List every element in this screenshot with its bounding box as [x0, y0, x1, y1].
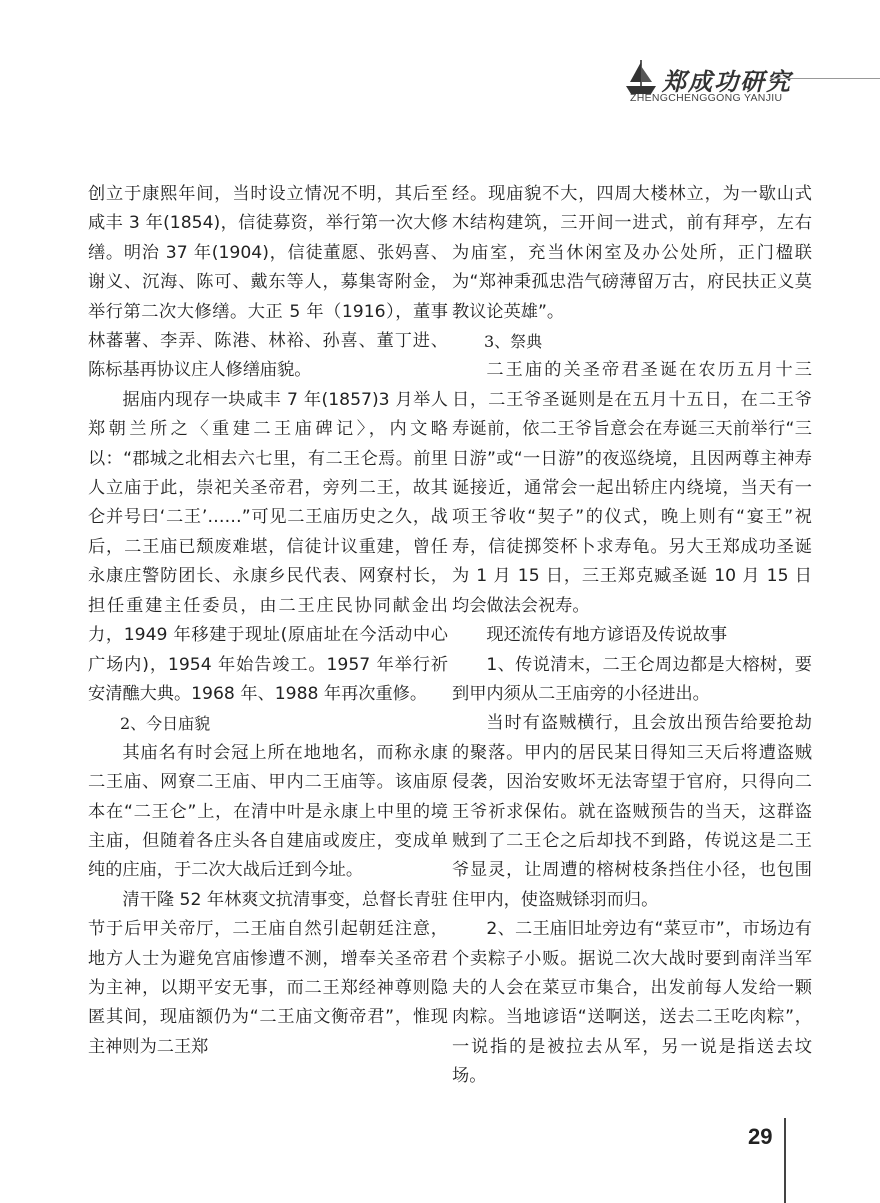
journal-subtitle: ZHENGCHENGGONG YANJIU	[630, 92, 783, 104]
paragraph: 其庙名有时会冠上所在地地名，而称永康二王庙、网寮二王庙、甲内二王庙等。该庙原本在“二王仑”上，在清中叶是永康上中里的境主庙，但随着各庄头各自建庙或废庄，变成单纯的庄庙，于二次大战后迁到今址。	[88, 742, 448, 881]
section-heading: 3、祭典	[484, 332, 543, 352]
paragraph: 现还流传有地方谚语及传说故事	[486, 625, 728, 646]
journal-title: 郑成功研究	[662, 67, 792, 96]
paragraph: 据庙内现存一块咸丰 7 年(1857)3 月举人郑朝兰所之〈重建二王庙碑记〉，内文略以：“郡城之北相去六七里，有二王仑焉。前里人立庙于此，崇祀关圣帝君，旁列二王，故其仑并号曰‘二王’……”可见二王庙历史之久，战后，二王庙已颓废难堪，信徒计议重建，曾任永康庄警防团长、永康乡民代表、网寮村长，担任重建主任委员，由二王庄民协同献金出力，1949 年移建于现址(原庙址在今活动中心广场内)，1954 年始告竣工。1957 年举行祈安清醮大典。1968 年、1988 年再次重修。	[88, 389, 448, 704]
running-header	[600, 40, 880, 110]
paragraph: 1、传说清末，二王仑周边都是大榕树，要到甲内须从二王庙旁的小径进出。	[452, 654, 812, 704]
paragraph: 清干隆 52 年林爽文抗清事变，总督长青驻节于后甲关帝厅，二王庙自然引起朝廷注意，地方人士为避免宫庙惨遭不测，增奉关圣帝君为主神，以期平安无事，而二王郑经神尊则隐匿其间，现庙额仍为“二王庙文衡帝君”，惟现主神则为二王郑	[88, 889, 448, 1057]
paragraph: 二王庙的关圣帝君圣诞在农历五月十三日，二王爷圣诞则是在五月十五日，在二王爷寿诞前，依二王爷旨意会在寿诞三天前举行“三日游”或“一日游”的夜巡绕境，且因两尊主神寿诞接近，通常会一起出轿庄内绕境，当天有一项王爷收“契子”的仪式，晚上则有“宴王”祝寿，信徒掷筊杯卜求寿龟。另大王郑成功圣诞为 1 月 15 日，三王郑克臧圣诞 10 月 15 日均会做法会祝寿。	[452, 360, 812, 616]
paragraph: 经。现庙貌不大，四周大楼林立，为一歇山式木结构建筑，三开间一进式，前有拜亭，左右为庙室，充当休闲室及办公处所，正门楹联为“郑神秉孤忠浩气磅薄留万古，府民扶正义莫教议论英雄”。	[452, 184, 812, 322]
right-column	[452, 180, 812, 1092]
page-number-rule	[784, 1118, 786, 1203]
paragraph: 2、二王庙旧址旁边有“菜豆市”，市场边有个卖粽子小贩。据说二次大战时要到南洋当军夫的人会在菜豆市集合，出发前每人发给一颗肉粽。当地谚语“送啊送，送去二王吃肉粽”，一说指的是被拉去从军，另一说是指送去坟场。	[452, 919, 812, 1087]
left-column	[88, 180, 448, 1062]
section-heading: 2、今日庙貌	[120, 714, 211, 734]
header-rule	[770, 78, 880, 79]
paragraph: 创立于康熙年间，当时设立情况不明，其后至咸丰 3 年(1854)，信徒募资，举行第一次大修缮。明治 37 年(1904)，信徒董愿、张妈喜、谢义、沉海、陈可、戴东等人，募集寄附金，举行第二次大修缮。大正 5 年（1916），董事林蕃薯、李弄、陈港、林裕、孙喜、董丁进、陈标基再协议庄人修缮庙貌。	[88, 184, 448, 381]
paragraph: 当时有盗贼横行，且会放出预告给要抢劫的聚落。甲内的居民某日得知三天后将遭盗贼侵袭，因治安败坏无法寄望于官府，只得向二王爷祈求保佑。就在盗贼预告的当天，这群盗贼到了二王仑之后却找不到路，传说这是二王爷显灵，让周遭的榕树枝条挡住小径，也包围住甲内，使盗贼铩羽而归。	[452, 713, 812, 910]
page-number: 29	[748, 1124, 773, 1149]
